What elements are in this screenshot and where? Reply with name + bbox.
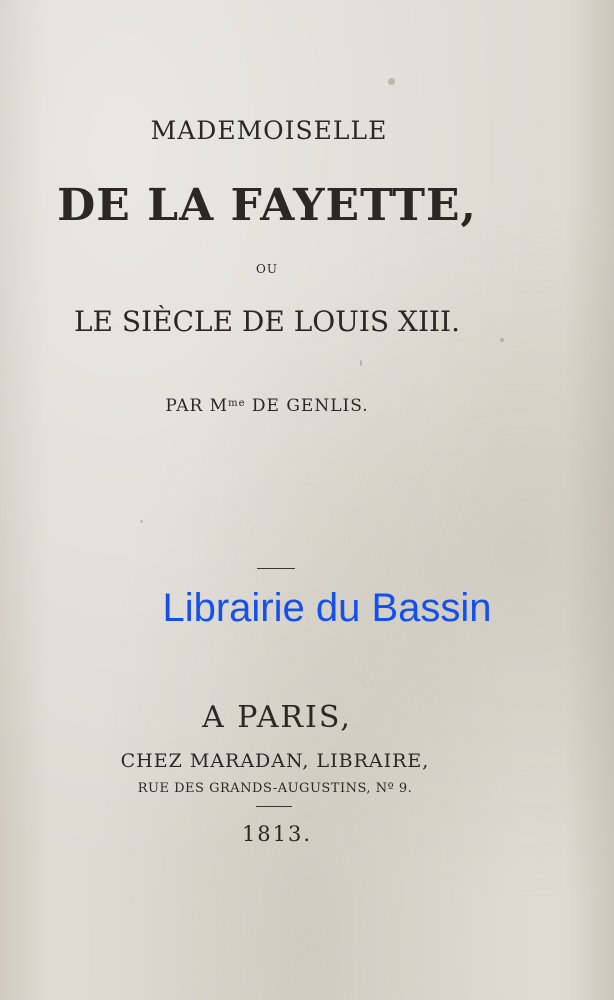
subtitle-line: LE SIÈCLE DE LOUIS XIII. <box>73 305 461 338</box>
author-line <box>0 396 574 416</box>
imprint-publisher: CHEZ MARADAN, LIBRAIRE, <box>120 750 430 772</box>
imprint-address: RUE DES GRANDS-AUGUSTINS, Nº 9. <box>137 781 413 796</box>
author-prefix: PAR M <box>165 396 229 416</box>
title-line-de-la-fayette: DE LA FAYETTE, <box>57 180 477 231</box>
paper-spot <box>140 520 143 523</box>
title-line-mademoiselle: MADEMOISELLE <box>150 116 388 145</box>
watermark-text: Librairie du Bassin <box>162 586 492 630</box>
author-superscript: me <box>228 398 246 409</box>
imprint-year: 1813. <box>241 822 313 846</box>
title-line-ou: OU <box>256 262 278 276</box>
author-name: DE GENLIS. <box>245 396 369 416</box>
paper-spot <box>360 360 362 366</box>
divider-rule <box>257 568 295 569</box>
paper-spot <box>500 338 504 342</box>
paper-spot <box>388 78 395 85</box>
divider-rule <box>256 806 292 807</box>
imprint-city: A PARIS, <box>202 700 352 735</box>
